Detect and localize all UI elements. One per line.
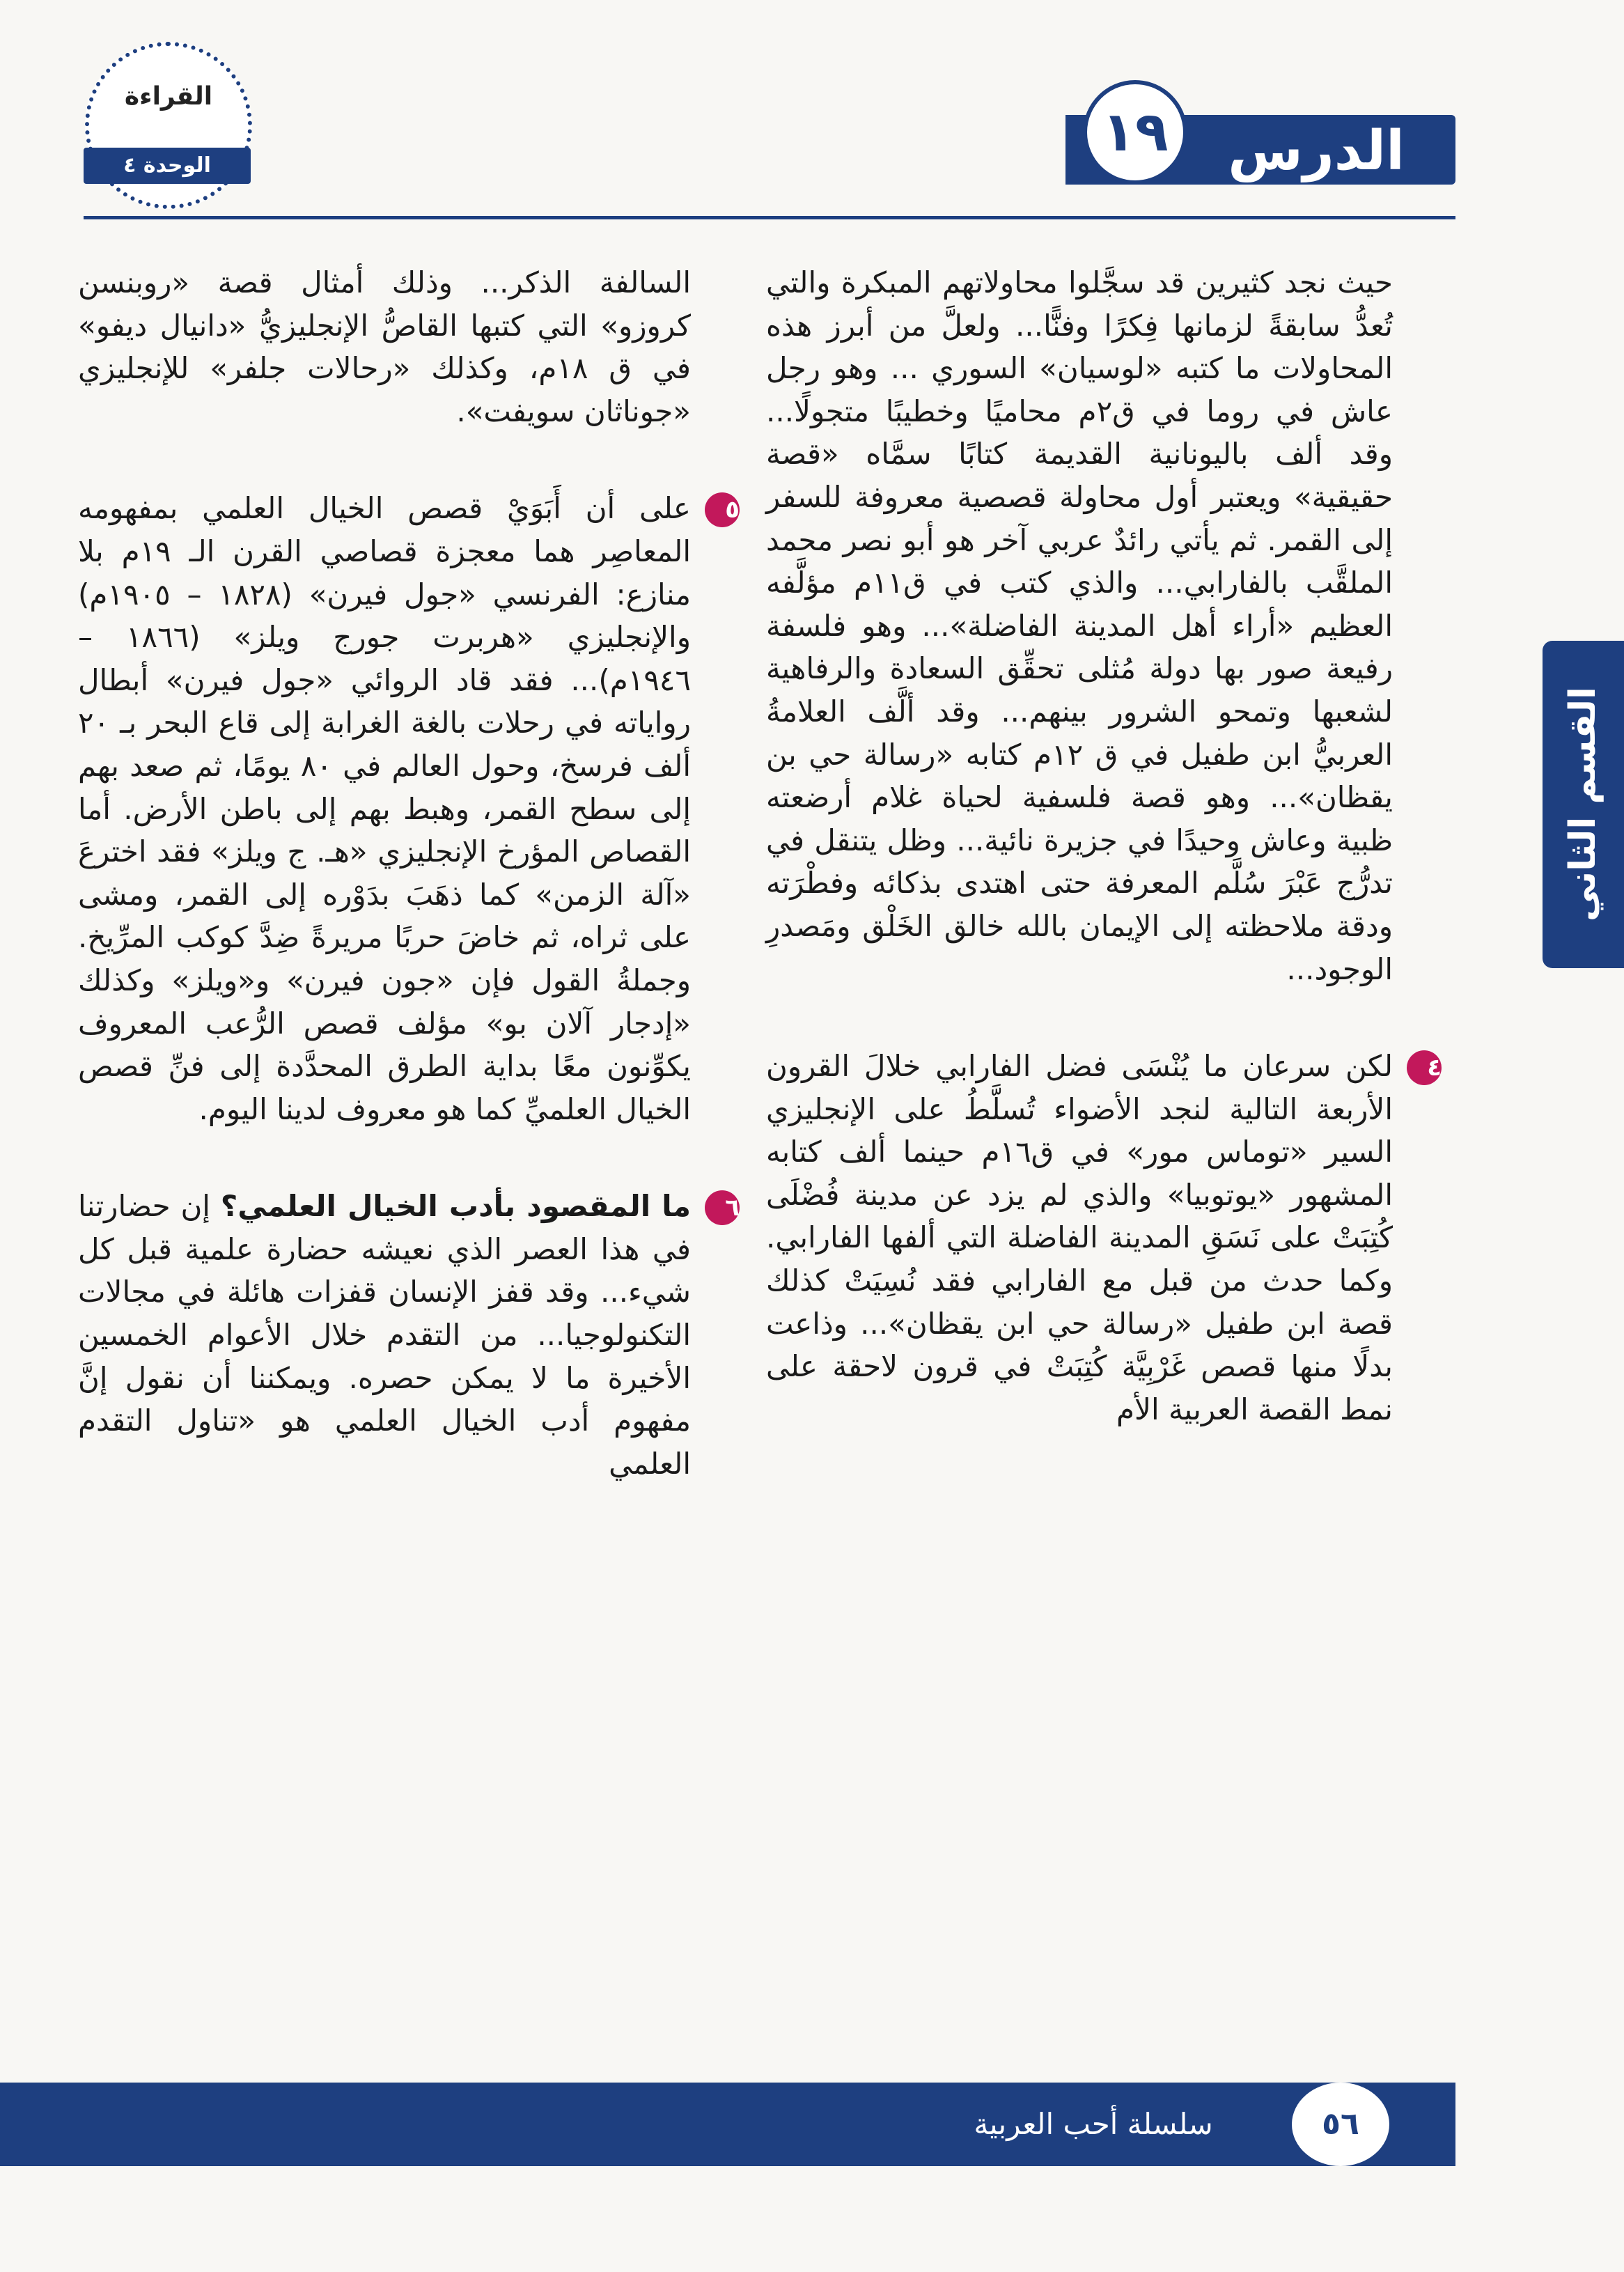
paragraph-5: [78, 487, 740, 1130]
paragraph-continuation: حيث نجد كثيرين قد سجَّلوا محاولاتهم المبكرة والتي تُعدُّ سابقةً لزمانها فِكرًا وفنًّا... ولعلَّ من أبرز هذه المحاولات ما كتبه «لوسيان» السوري ... وهو رجل عاش في روما في ق٢م محاميًا وخطيبًا متجولًا... وقد ألف باليونانية القديمة كتابًا سمَّاه «قصة حقيقية» ويعتبر أول محاولة قصصية معروفة للسفر إلى القمر. ثم يأتي رائدٌ عربي آخر هو أبو نصر محمد الملقَّب بالفارابي... والذي كتب في ق١١م مؤلَّفه العظيم «أراء أهل المدينة الفاضلة»... وهو فلسفة رفيعة صور بها دولة مُثلى تحقِّق السعادة والرفاهية لشعبها وتمحو الشرور بينهم... وقد ألَّف العلامةُ العربيُّ ابن طفيل في ق ١٢م كتابه «رسالة حي بن يقظان»... وهو قصة فلسفية لحياة غلام أرضعته ظبية وعاش وحيدًا في جزيرة نائية... وظل يتنقل في تدرُّج عَبْرَ سُلَّم المعرفة حتى اهتدى بذكائه وفطْرَته ودقة ملاحظته إلى الإيمان بالله خالق الخَلْق ومَصدرِ الوجود...: [766, 265, 1393, 986]
unit-circle: [85, 42, 252, 209]
unit-subject: القراءة: [124, 82, 213, 111]
header-divider: [84, 216, 1455, 219]
lesson-number: ١٩: [1102, 101, 1169, 164]
paragraph-6-question: ما المقصود بأدب الخيال العلمي؟: [220, 1189, 691, 1224]
paragraph-6: [78, 1185, 740, 1485]
series-title: سلسلة أحب العربية: [974, 2107, 1213, 2141]
section-side-tab-label: القسم الثاني: [1562, 687, 1604, 922]
paragraph-6-text: إن حضارتنا في هذا العصر الذي نعيشه حضارة علمية قبل كل شيء... وقد قفز الإنسان قفزات هائلة في مجالات التكنولوجيا... من التقدم خلال الأعوام الخمسين الأخيرة ما لا يمكن حصره. ويمكننا أن نقول إنَّ مفهوم أدب الخيال العلمي هو «تناول التقدم العلمي: [78, 1189, 691, 1481]
paragraph-number-badge: ٤: [1407, 1050, 1442, 1085]
right-column: [766, 261, 1442, 1431]
paragraph-4: [766, 1045, 1442, 1431]
page-number: ٥٦: [1322, 2106, 1359, 2142]
unit-label: الوحدة ٤: [123, 153, 211, 178]
left-column: [78, 261, 740, 1485]
paragraph-number-badge: ٦: [705, 1190, 740, 1225]
lesson-title: الدرس: [1228, 120, 1405, 182]
paragraph-4-text: لكن سرعان ما يُنْسَى فضل الفارابي خلالَ القرون الأربعة التالية لنجد الأضواء تُسلَّطُ على الإنجليزي السير «توماس مور» في ق١٦م حينما ألف كتابه المشهور «يوتوبيا» والذي لم يزد عن مدينة فُضْلَى كُتِبَتْ على نَسَقِ المدينة الفاضلة التي ألفها الفارابي. وكما حدث من قبل مع الفارابي فقد نُسِيَتْ كذلك قصة ابن طفيل «رسالة حي ابن يقظان»... وذاعت بدلًا منها قصص غَرْبِيَّة كُتِبَتْ في قرون لاحقة على نمط القصة العربية الأم: [766, 1049, 1393, 1426]
paragraph-number-badge: ٥: [705, 492, 740, 527]
paragraph-5-text: على أن أَبَوَيْ قصص الخيال العلمي بمفهومه المعاصِر هما معجزة قصاصي القرن الـ ١٩م بلا منازع: الفرنسي «جول فيرن» (١٨٢٨ – ١٩٠٥م) والإنجليزي «هربرت جورج ويلز» (١٨٦٦ – ١٩٤٦م)... فقد قاد الروائي «جول فيرن» أبطال رواياته في رحلات بالغة الغرابة إلى قاع البحر بـ ٢٠ ألف فرسخ، وحول العالم في ٨٠ يومًا، ثم صعد بهم إلى سطح القمر، وهبط بهم إلى باطن الأرض. أما القصاص المؤرخ الإنجليزي «هـ. ج ويلز» فقد اخترعَ «آلة الزمن» كما ذهَبَ بدَوْره إلى القمر، ومشى على ثراه، ثم خاضَ حربًا مريرةً ضِدَّ كوكب المرِّيخ. وجملةُ القول فإن «جون فيرن» و«ويلز» وكذلك «إدجار آلان بو» مؤلف قصص الرُّعب المعروف يكوِّنون معًا بداية الطرق المحدَّدة إلى فنِّ قصص الخيال العلميِّ كما هو معروف لدينا اليوم.: [78, 491, 692, 1126]
paragraph-continuation-left: السالفة الذكر... وذلك أمثال قصة «روبنسن كروزو» التي كتبها القاصُّ الإنجليزيُّ «دانيال ديفو» في ق ١٨م، وكذلك «رحالات جلفر» للإنجليزي «جوناثان سويفت».: [78, 265, 691, 428]
